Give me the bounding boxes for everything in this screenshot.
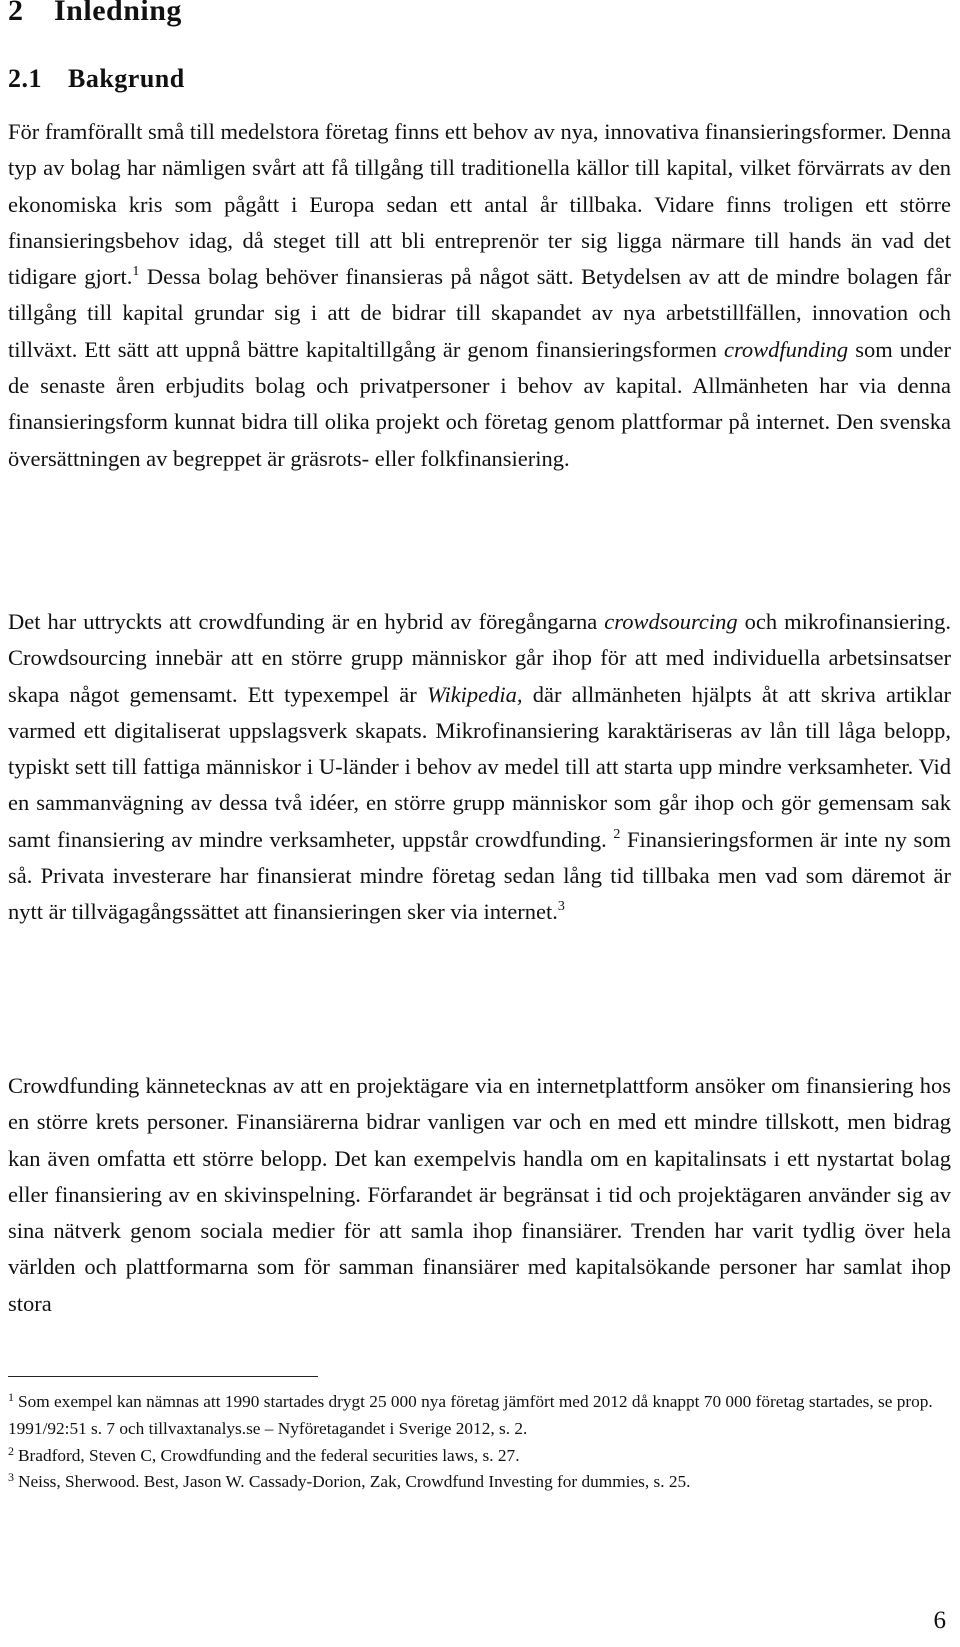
paragraph-text: Finansieringsformen är inte ny som så. Privata investerare har finansierat mindre företag sedan lång tid tillbaka men vad som däremot är nytt är tillvägagångssättet att finansieringen sker via internet.	[8, 826, 951, 925]
footnote-item	[8, 1469, 951, 1496]
chapter-heading	[8, 0, 182, 28]
footnote-separator	[8, 1376, 318, 1377]
footnote-text: Bradford, Steven C, Crowdfunding and the federal securities laws, s. 27.	[18, 1445, 520, 1465]
paragraph-hybrid	[8, 604, 951, 931]
emphasis-term: crowdsourcing	[604, 609, 738, 634]
footnote-text: Neiss, Sherwood. Best, Jason W. Cassady-Dorion, Zak, Crowdfund Investing for dummies, s. 25.	[18, 1472, 691, 1492]
paragraph-background	[8, 114, 951, 477]
footnote-item	[8, 1389, 951, 1443]
footnote-item	[8, 1443, 951, 1470]
footnote-reference: 1	[132, 264, 140, 280]
footnote-mark: 3	[8, 1470, 14, 1485]
paragraph-text: där allmänheten hjälpts åt att skriva artiklar varmed ett digitaliserat uppslagsverk skapats. Mikrofinansiering karaktäriseras av lån till låga belopp, typiskt sett till fattiga människor i U-länder i behov av medel till att starta upp mindre verksamheter. Vid en sammanvägning av dessa två idéer, en större grupp människor som går ihop och gör gemensam sak samt finansiering av mindre verksamheter, uppstår crowdfunding.	[8, 681, 951, 852]
section-number: 2.1	[8, 64, 42, 93]
paragraph-text: Dessa bolag behöver finansieras på något sätt. Betydelsen av att de mindre bolagen får tillgång till kapital grundar sig i att de bidrar till skapandet av nya arbetstillfällen, innovation och tillväxt. Ett sätt att uppnå bättre kapitaltillgång är genom finansieringsformen	[8, 264, 951, 362]
footnote-reference: 3	[557, 899, 565, 915]
footnote-text: Som exempel kan nämnas att 1990 startades drygt 25 000 nya företag jämfört med 2012 då knappt 70 000 företag startades, se prop. 1991/92:51 s. 7 och tillvaxtanalys.se – Nyföretagandet i Sverige 2012, s. 2.	[8, 1392, 933, 1438]
footnotes	[8, 1389, 951, 1496]
section-heading	[8, 64, 185, 94]
paragraph-characteristics	[8, 1068, 951, 1322]
paragraph-text: Det har uttryckts att crowdfunding är en hybrid av föregångarna	[8, 609, 605, 634]
paragraph-text: För framförallt små till medelstora företag finns ett behov av nya, innovativa finansieringsformer. Denna typ av bolag har nämligen svårt att få tillgång till traditionella källor till kapital, vilket förvärrats av den ekonomiska kris som pågått i Europa sedan ett antal år tillbaka. Vidare finns troligen ett större finansieringsbehov idag, då steget till att bli entreprenör ter sig ligga närmare till hands än vad det tidigare gjort.	[8, 119, 951, 290]
footnote-reference: 2	[613, 826, 621, 842]
paragraph-text: och mikrofinansiering. Crowdsourcing innebär att en större grupp människor går ihop för att med individuella arbetsinsatser skapa något gemensamt. Ett typexempel är	[8, 609, 951, 707]
emphasis-term: crowdfunding	[723, 336, 849, 362]
chapter-number: 2	[8, 0, 24, 27]
page-number: 6	[933, 1607, 946, 1634]
paragraph-text: Crowdfunding kännetecknas av att en projektägare via en internetplattform ansöker om finansiering hos en större krets personer. Finansiärerna bidrar vanligen var och en med ett mindre tillskott, men bidrag kan även omfatta ett större belopp. Det kan exempelvis handla om en kapitalinsats i ett nystartat bolag eller finansiering av en skivinspelning. Förfarandet är begränsat i tid och projektägaren använder sig av sina nätverk genom sociala medier för att samla ihop finansiärer. Trenden har varit tydlig över hela världen och plattformarna som för samman finansiärer med kapitalsökande personer har samlat ihop stora	[8, 1073, 951, 1316]
emphasis-term: Wikipedia,	[426, 681, 523, 707]
footnote-mark: 1	[8, 1390, 14, 1404]
paragraph-text: som under de senaste åren erbjudits bolag och privatpersoner i behov av kapital. Allmänheten har via denna finansieringsform kunnat bidra till olika projekt och företag genom plattformar på internet. Den svenska översättningen av begreppet är gräsrots- eller folkfinansiering.	[8, 336, 951, 471]
section-title: Bakgrund	[68, 64, 185, 93]
chapter-title: Inledning	[54, 0, 182, 27]
footnote-mark: 2	[8, 1443, 14, 1458]
